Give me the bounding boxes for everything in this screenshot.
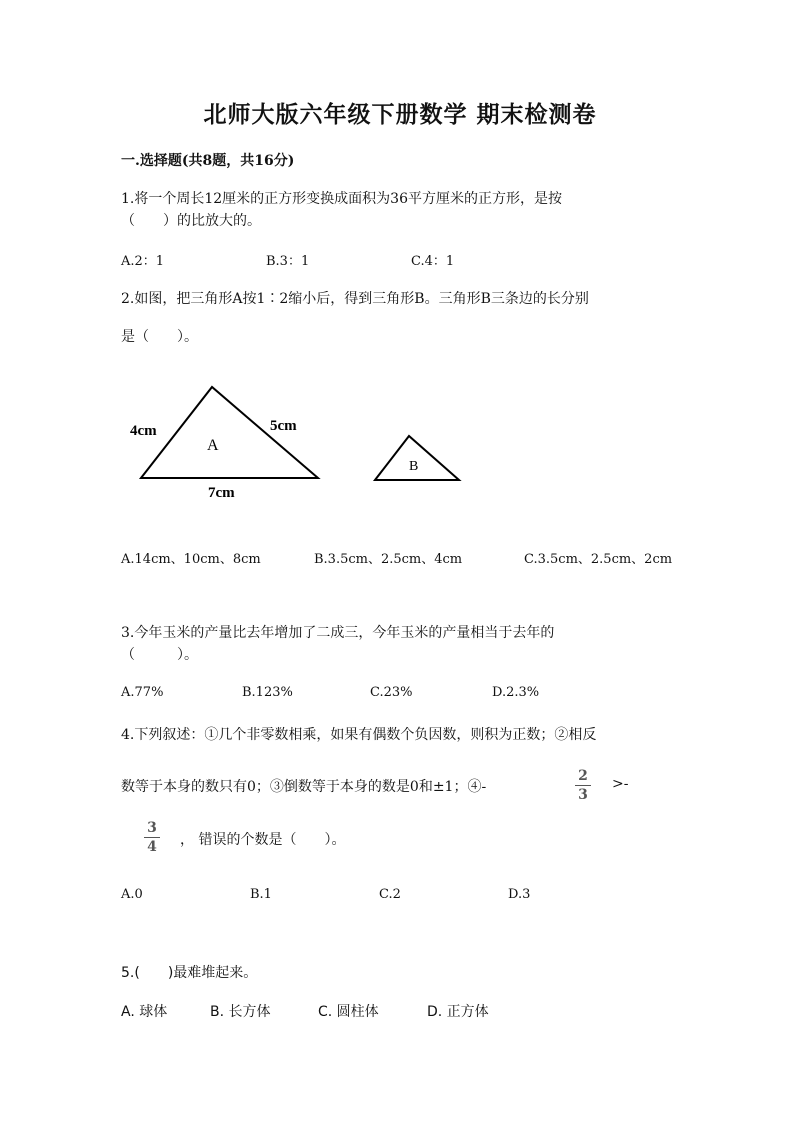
side-left-label: 4cm [130,423,157,439]
question-3-option-c: C.23% [370,685,413,700]
question-4-text-line2: 数等于本身的数只有0；③倒数等于本身的数是0和±1；④- [121,779,487,795]
question-5-text: 5.( )最难堆起来。 [121,965,258,981]
question-2-option-b: B.3.5cm、2.5cm、4cm [314,552,463,567]
question-1-option-c: C.4：1 [411,254,455,269]
fraction-two-thirds [575,768,591,803]
greater-than-minus: >- [612,776,629,792]
question-2-text-line2: 是（ ）。 [121,329,198,345]
fraction-1-denominator: 3 [578,787,588,803]
fraction-1-numerator: 2 [578,768,588,784]
question-2-text-line1: 2.如图，把三角形A按1∶2缩小后，得到三角形B。三角形B三条边的长分别 [121,291,589,307]
question-1-text-line1: 1.将一个周长12厘米的正方形变换成面积为36平方厘米的正方形，是按 [121,191,562,207]
question-3-text-line1: 3.今年玉米的产量比去年增加了二成三，今年玉米的产量相当于去年的 [121,625,555,641]
question-2-option-c: C.3.5cm、2.5cm、2cm [524,552,673,567]
question-1-option-a: A.2：1 [121,254,165,269]
fraction-three-quarters [144,820,160,855]
question-5-option-b: B. 长方体 [210,1004,271,1020]
question-3-text-line2: （ ）。 [121,647,198,663]
question-4-option-c: C.2 [379,887,401,902]
question-3-option-b: B.123% [242,685,293,700]
question-3-option-a: A.77% [121,685,164,700]
page-title: 北师大版六年级下册数学 期末检测卷 [203,101,597,128]
question-2-option-a: A.14cm、10cm、8cm [121,552,261,567]
question-5-option-a: A. 球体 [121,1004,168,1020]
question-4-option-d: D.3 [508,887,531,902]
question-4-option-a: A.0 [121,887,143,902]
side-bottom-label: 7cm [208,485,235,501]
question-4-text-line3: ， 错误的个数是（ ）。 [180,832,346,848]
fraction-2-denominator: 4 [147,839,157,855]
question-4-option-b: B.1 [250,887,272,902]
question-5-option-c: C. 圆柱体 [318,1004,379,1020]
side-right-label: 5cm [270,418,297,434]
question-4-text-line1: 4.下列叙述：①几个非零数相乘，如果有偶数个负因数，则积为正数；②相反 [121,727,597,743]
question-1-text-line2: （ ）的比放大的。 [121,213,261,229]
question-5-option-d: D. 正方体 [427,1004,489,1020]
triangle-a-label: A [207,437,219,454]
fraction-2-numerator: 3 [147,820,157,836]
question-1-option-b: B.3：1 [266,254,310,269]
question-3-option-d: D.2.3% [492,685,540,700]
triangle-figure [0,370,800,520]
triangle-b-label: B [409,459,419,474]
section-heading: 一.选择题(共8题，共16分) [121,153,295,169]
